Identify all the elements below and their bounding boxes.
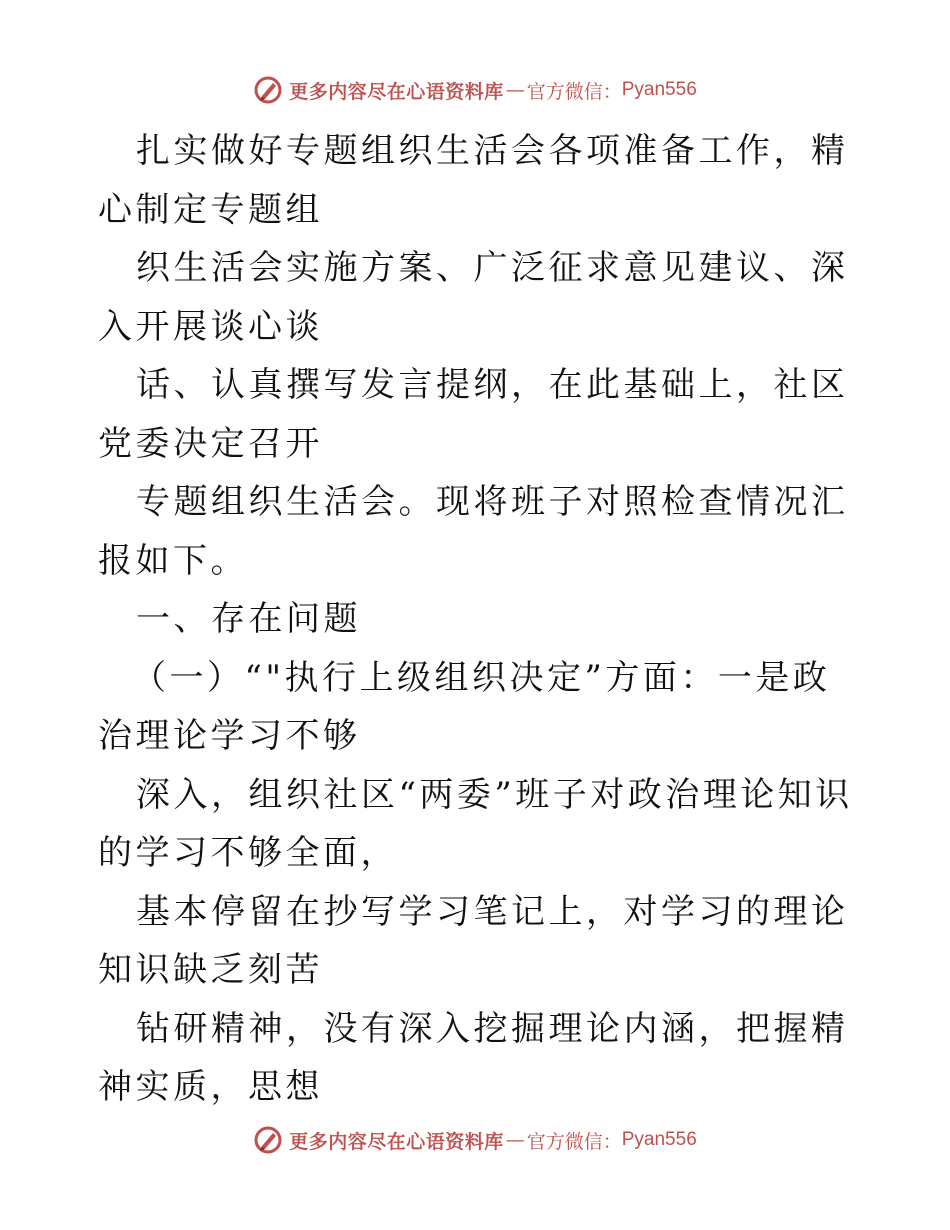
paragraph-1: 扎实做好专题组织生活会各项准备工作，精心制定专题组 — [98, 131, 849, 230]
header-banner — [0, 70, 950, 110]
paragraph-2: 织生活会实施方案、广泛征求意见建议、深入开展谈心谈 — [98, 248, 849, 347]
section-heading: 一、存在问题 — [136, 599, 361, 639]
brand-text: 更多内容尽在心语资料库 — [289, 1130, 504, 1153]
paragraph-6: （一）“"执行上级组织决定”方面：一是政治理论学习不够 — [98, 657, 831, 756]
paragraph-9: 钻研精神，没有深入挖掘理论内涵，把握精神实质，思想 — [98, 1008, 849, 1107]
official-wechat-label: 官方微信： — [526, 1130, 622, 1153]
wechat-id: Pyan556 — [621, 1129, 697, 1150]
paragraph-4: 专题组织生活会。现将班子对照检查情况汇报如下。 — [98, 482, 849, 581]
paragraph-7: 深入，组织社区“两委”班子对政治理论知识的学习不够全面， — [98, 774, 853, 873]
footer-banner — [0, 1120, 950, 1160]
banner-dash: — — [505, 1129, 525, 1151]
paragraph-3: 话、认真撰写发言提纲，在此基础上，社区党委决定召开 — [98, 365, 849, 464]
official-wechat-label: 官方微信： — [526, 80, 622, 103]
wechat-id: Pyan556 — [621, 79, 697, 100]
paragraph-8: 基本停留在抄写学习笔记上，对学习的理论知识缺乏刻苦 — [98, 891, 849, 990]
document-body — [98, 122, 858, 1117]
brand-text: 更多内容尽在心语资料库 — [289, 80, 504, 103]
pen-circle-logo-icon — [253, 1125, 283, 1155]
pen-circle-logo-icon — [253, 75, 283, 105]
banner-dash: — — [505, 79, 525, 101]
